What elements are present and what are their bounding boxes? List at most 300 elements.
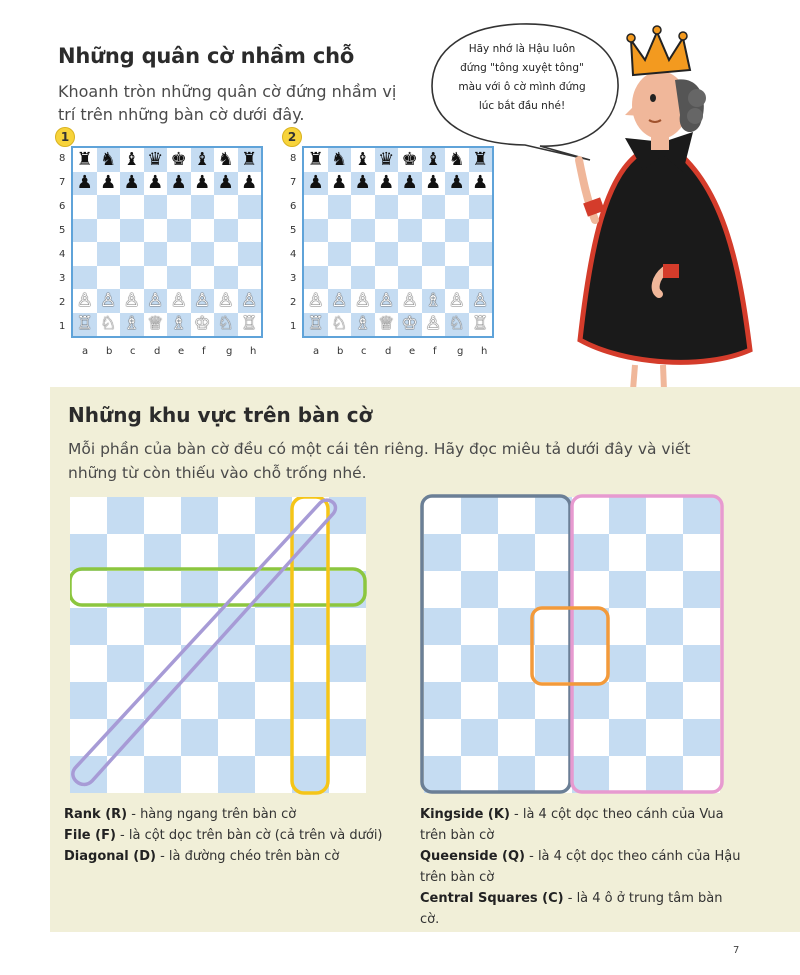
chess-piece[interactable]: ♝ [425, 148, 442, 170]
board-square[interactable] [328, 148, 352, 172]
rank-label: 8 [290, 153, 297, 164]
board-square [255, 497, 292, 534]
board-square [292, 756, 329, 793]
board-square[interactable] [469, 219, 493, 243]
board-square[interactable] [191, 195, 215, 219]
board-square[interactable] [351, 313, 375, 337]
board-square [572, 608, 609, 645]
board-square[interactable] [328, 195, 352, 219]
chess-piece[interactable]: ♟ [194, 172, 211, 194]
board-square [646, 719, 683, 756]
board-square[interactable] [144, 313, 168, 337]
board-square[interactable] [214, 266, 238, 290]
board-square [498, 682, 535, 719]
board-square [329, 645, 366, 682]
board-square [70, 682, 107, 719]
chess-piece[interactable]: ♙ [307, 289, 324, 311]
board-square[interactable] [214, 242, 238, 266]
board-square [646, 608, 683, 645]
chess-piece[interactable]: ♙ [331, 289, 348, 311]
bubble-line: lúc bắt đầu nhé! [478, 100, 566, 112]
board-square [609, 608, 646, 645]
board-square [218, 497, 255, 534]
board-square[interactable] [191, 219, 215, 243]
board-square[interactable] [214, 313, 238, 337]
board-square [683, 756, 720, 793]
board-square [292, 719, 329, 756]
board-square[interactable] [375, 195, 399, 219]
board-square [572, 719, 609, 756]
board-square[interactable] [375, 172, 399, 196]
board-square [572, 756, 609, 793]
board-square [218, 682, 255, 719]
rank-label: 6 [290, 201, 297, 212]
definition-rank [64, 804, 404, 825]
chess-piece[interactable]: ♟ [76, 172, 93, 194]
board-square [535, 497, 572, 534]
board-square[interactable] [469, 289, 493, 313]
board-square[interactable] [238, 289, 262, 313]
chess-piece[interactable]: ♖ [76, 313, 93, 335]
board-square [107, 534, 144, 571]
board-square[interactable] [191, 266, 215, 290]
board-square[interactable] [422, 313, 446, 337]
board-square[interactable] [120, 242, 144, 266]
chess-piece[interactable]: ♗ [123, 313, 140, 335]
board-square [461, 497, 498, 534]
chess-piece[interactable]: ♜ [241, 148, 258, 170]
board-square[interactable] [167, 242, 191, 266]
board-square[interactable] [422, 289, 446, 313]
file-label: g [457, 346, 464, 357]
board-square [646, 534, 683, 571]
chess-piece[interactable]: ♟ [448, 172, 465, 194]
chess-piece[interactable]: ♗ [425, 289, 442, 311]
board-2-number-badge: 2 [282, 127, 302, 147]
chess-piece[interactable]: ♟ [378, 172, 395, 194]
board-square[interactable] [97, 289, 121, 313]
board-square [498, 534, 535, 571]
board-square[interactable] [238, 313, 262, 337]
board-square [498, 756, 535, 793]
definition-diagonal [64, 846, 404, 867]
chess-piece[interactable]: ♙ [472, 289, 489, 311]
board-square[interactable] [120, 172, 144, 196]
definition-central-squares [420, 888, 745, 930]
board-square[interactable] [351, 242, 375, 266]
board-square[interactable] [144, 289, 168, 313]
board-square[interactable] [398, 242, 422, 266]
chess-piece[interactable]: ♙ [378, 289, 395, 311]
board-square[interactable] [351, 148, 375, 172]
board-square[interactable] [375, 289, 399, 313]
board-square [255, 756, 292, 793]
board-square[interactable] [191, 313, 215, 337]
chess-piece[interactable]: ♙ [241, 289, 258, 311]
chess-piece[interactable]: ♞ [217, 148, 234, 170]
board-square [329, 682, 366, 719]
board-square[interactable] [97, 242, 121, 266]
board-square[interactable] [351, 195, 375, 219]
term: Rank (R) [64, 807, 128, 822]
board-square[interactable] [73, 313, 97, 337]
chess-piece[interactable]: ♞ [100, 148, 117, 170]
board-square [683, 497, 720, 534]
board-square[interactable] [351, 266, 375, 290]
board-square[interactable] [445, 266, 469, 290]
chess-piece[interactable]: ♟ [331, 172, 348, 194]
board-square [144, 534, 181, 571]
board-square[interactable] [238, 195, 262, 219]
board-square[interactable] [422, 195, 446, 219]
board-square [535, 534, 572, 571]
board-square[interactable] [167, 172, 191, 196]
chess-piece[interactable]: ♝ [123, 148, 140, 170]
board-square[interactable] [375, 266, 399, 290]
board-square[interactable] [73, 195, 97, 219]
board-square[interactable] [469, 172, 493, 196]
board-square [255, 719, 292, 756]
chess-piece[interactable]: ♟ [217, 172, 234, 194]
board-square [424, 645, 461, 682]
board-square[interactable] [304, 313, 328, 337]
file-label: f [202, 346, 206, 357]
board-1[interactable] [71, 146, 263, 338]
board-square[interactable] [73, 148, 97, 172]
chess-piece[interactable]: ♕ [147, 313, 164, 335]
board-square[interactable] [304, 266, 328, 290]
board-square[interactable] [191, 148, 215, 172]
chess-piece[interactable]: ♜ [472, 148, 489, 170]
board-square[interactable] [120, 289, 144, 313]
file-label: h [250, 346, 257, 357]
file-label: c [130, 346, 136, 357]
term: Kingside (K) [420, 807, 510, 822]
chess-piece[interactable]: ♙ [76, 289, 93, 311]
bubble-line: đứng "tông xuyệt tông" [460, 62, 584, 74]
chess-piece[interactable]: ♙ [425, 313, 442, 335]
board-square [461, 571, 498, 608]
chess-piece[interactable]: ♟ [147, 172, 164, 194]
description: - là 4 cột dọc theo cánh của Vua trên bàn cờ [420, 807, 724, 843]
board-square[interactable] [328, 289, 352, 313]
queen-character-illustration [565, 20, 765, 420]
board-square[interactable] [445, 289, 469, 313]
board-square [424, 608, 461, 645]
board-square [255, 682, 292, 719]
board-square [329, 719, 366, 756]
description: - là 4 cột dọc theo cánh của Hậu trên bàn cờ [420, 849, 741, 885]
board-square[interactable] [120, 313, 144, 337]
chess-piece[interactable]: ♜ [76, 148, 93, 170]
board-square[interactable] [214, 195, 238, 219]
board-square[interactable] [167, 219, 191, 243]
board-square[interactable] [398, 219, 422, 243]
board-square[interactable] [375, 148, 399, 172]
chess-piece[interactable]: ♚ [170, 148, 187, 170]
board-square[interactable] [191, 172, 215, 196]
board-square[interactable] [238, 242, 262, 266]
board-square[interactable] [120, 219, 144, 243]
board-square[interactable] [422, 172, 446, 196]
board-square[interactable] [445, 195, 469, 219]
board-square[interactable] [214, 289, 238, 313]
board-square [535, 608, 572, 645]
board-square[interactable] [144, 219, 168, 243]
board-areas-instructions: Mỗi phần của bàn cờ đều có một cái tên riêng. Hãy đọc miêu tả dưới đây và viết những từ còn thiếu vào chỗ trống nhé. [68, 440, 691, 482]
board-square [218, 756, 255, 793]
board-square[interactable] [191, 242, 215, 266]
board-square[interactable] [422, 266, 446, 290]
board-square [181, 571, 218, 608]
chess-piece[interactable]: ♖ [472, 313, 489, 335]
chess-piece[interactable]: ♟ [241, 172, 258, 194]
chess-piece[interactable]: ♟ [401, 172, 418, 194]
board-square[interactable] [120, 195, 144, 219]
board-square [498, 719, 535, 756]
board-square[interactable] [328, 172, 352, 196]
board-square[interactable] [97, 266, 121, 290]
board-square[interactable] [398, 289, 422, 313]
chess-piece[interactable]: ♘ [331, 313, 348, 335]
board-square[interactable] [398, 313, 422, 337]
chess-piece[interactable]: ♙ [448, 289, 465, 311]
board-square[interactable] [375, 219, 399, 243]
board-square[interactable] [445, 172, 469, 196]
file-label: e [178, 346, 185, 357]
chess-piece[interactable]: ♙ [401, 289, 418, 311]
chess-piece[interactable]: ♟ [425, 172, 442, 194]
board-square[interactable] [422, 219, 446, 243]
board-square[interactable] [144, 148, 168, 172]
board-square[interactable] [351, 172, 375, 196]
board-square [292, 608, 329, 645]
board-square[interactable] [238, 172, 262, 196]
board-square[interactable] [304, 242, 328, 266]
board-lines-diagram[interactable] [70, 497, 370, 795]
board-square[interactable] [97, 195, 121, 219]
board-square [144, 497, 181, 534]
board-square [424, 571, 461, 608]
board-square[interactable] [238, 148, 262, 172]
chess-piece[interactable]: ♝ [354, 148, 371, 170]
chess-piece[interactable]: ♙ [354, 289, 371, 311]
board-square[interactable] [304, 172, 328, 196]
board-square[interactable] [238, 266, 262, 290]
term: Central Squares (C) [420, 891, 564, 906]
board-square[interactable] [214, 219, 238, 243]
board-square [683, 719, 720, 756]
chess-piece[interactable]: ♖ [241, 313, 258, 335]
board-square [683, 571, 720, 608]
board-square [292, 682, 329, 719]
board-square [181, 719, 218, 756]
chess-piece[interactable]: ♗ [170, 313, 187, 335]
board-square [461, 756, 498, 793]
chess-piece[interactable]: ♙ [100, 289, 117, 311]
bubble-line: Hãy nhớ là Hậu luôn [468, 43, 576, 55]
board-square[interactable] [167, 266, 191, 290]
board-sides-diagram[interactable] [420, 494, 726, 794]
board-square[interactable] [469, 266, 493, 290]
board-square[interactable] [73, 242, 97, 266]
board-square[interactable] [445, 313, 469, 337]
board-square [181, 497, 218, 534]
term: Diagonal (D) [64, 849, 156, 864]
board-square[interactable] [167, 148, 191, 172]
chess-piece[interactable]: ♘ [100, 313, 117, 335]
board-square[interactable] [120, 148, 144, 172]
board-square [498, 571, 535, 608]
board-1-number-badge: 1 [55, 127, 75, 147]
board-square [255, 645, 292, 682]
board-square [609, 756, 646, 793]
board-square[interactable] [469, 195, 493, 219]
board-square[interactable] [167, 313, 191, 337]
file-label: d [385, 346, 392, 357]
board-square [683, 645, 720, 682]
chess-piece[interactable]: ♝ [194, 148, 211, 170]
term: File (F) [64, 828, 116, 843]
board-square[interactable] [73, 172, 97, 196]
board-square [609, 682, 646, 719]
board-square[interactable] [328, 266, 352, 290]
board-square[interactable] [167, 195, 191, 219]
board-square[interactable] [304, 148, 328, 172]
board-square [424, 756, 461, 793]
chess-piece[interactable]: ♟ [170, 172, 187, 194]
board-square[interactable] [398, 172, 422, 196]
board-square[interactable] [144, 266, 168, 290]
board-square[interactable] [214, 148, 238, 172]
chess-piece[interactable]: ♙ [123, 289, 140, 311]
chess-piece[interactable]: ♙ [147, 289, 164, 311]
board-square[interactable] [351, 219, 375, 243]
chess-piece[interactable]: ♞ [331, 148, 348, 170]
chess-piece[interactable]: ♘ [448, 313, 465, 335]
board-square [292, 645, 329, 682]
chess-piece[interactable]: ♛ [378, 148, 395, 170]
board-square [572, 682, 609, 719]
board-square[interactable] [328, 219, 352, 243]
chess-piece[interactable]: ♙ [217, 289, 234, 311]
board-square[interactable] [328, 242, 352, 266]
board-square[interactable] [144, 195, 168, 219]
board-square[interactable] [214, 172, 238, 196]
board-square[interactable] [398, 195, 422, 219]
board-square[interactable] [191, 289, 215, 313]
board-square[interactable] [351, 289, 375, 313]
board-2[interactable] [302, 146, 494, 338]
chess-piece[interactable]: ♟ [123, 172, 140, 194]
board-square[interactable] [304, 195, 328, 219]
board-square[interactable] [73, 289, 97, 313]
board-square[interactable] [375, 313, 399, 337]
board-square[interactable] [445, 219, 469, 243]
board-square [646, 571, 683, 608]
board-square[interactable] [120, 266, 144, 290]
board-square[interactable] [73, 266, 97, 290]
board-square[interactable] [97, 313, 121, 337]
board-square [646, 756, 683, 793]
board-square[interactable] [167, 289, 191, 313]
chess-piece[interactable]: ♙ [170, 289, 187, 311]
board-square[interactable] [469, 242, 493, 266]
board-square[interactable] [144, 172, 168, 196]
board-square [70, 645, 107, 682]
file-label: f [433, 346, 437, 357]
chess-piece[interactable]: ♜ [307, 148, 324, 170]
board-square[interactable] [375, 242, 399, 266]
chess-piece[interactable]: ♞ [448, 148, 465, 170]
board-square[interactable] [469, 313, 493, 337]
definition-queenside [420, 846, 745, 888]
board-square [535, 719, 572, 756]
rank-label: 1 [59, 321, 66, 332]
board-square[interactable] [97, 172, 121, 196]
board-square [424, 534, 461, 571]
chess-piece[interactable]: ♔ [194, 313, 211, 335]
board-square[interactable] [304, 289, 328, 313]
board-square [461, 682, 498, 719]
chess-piece[interactable]: ♔ [401, 313, 418, 335]
board-square [461, 534, 498, 571]
chess-piece[interactable]: ♟ [100, 172, 117, 194]
chess-piece[interactable]: ♛ [147, 148, 164, 170]
board-square[interactable] [144, 242, 168, 266]
chess-piece[interactable]: ♕ [378, 313, 395, 335]
chess-piece[interactable]: ♟ [354, 172, 371, 194]
file-label: b [106, 346, 113, 357]
board-square [107, 756, 144, 793]
board-square[interactable] [445, 242, 469, 266]
board-square[interactable] [97, 148, 121, 172]
board-square [498, 645, 535, 682]
chess-piece[interactable]: ♟ [472, 172, 489, 194]
board-square [572, 497, 609, 534]
misplaced-pieces-title: Những quân cờ nhầm chỗ [58, 44, 355, 68]
board-square[interactable] [398, 266, 422, 290]
board-areas-title: Những khu vực trên bàn cờ [68, 403, 373, 427]
board-square [424, 682, 461, 719]
description: - hàng ngang trên bàn cờ [127, 807, 297, 822]
board-square[interactable] [398, 148, 422, 172]
chess-piece[interactable]: ♙ [194, 289, 211, 311]
board-square[interactable] [304, 219, 328, 243]
board-square [70, 497, 107, 534]
board-square[interactable] [73, 219, 97, 243]
chess-piece[interactable]: ♚ [401, 148, 418, 170]
board-square [572, 534, 609, 571]
chess-piece[interactable]: ♘ [217, 313, 234, 335]
rank-label: 8 [59, 153, 66, 164]
board-square[interactable] [328, 313, 352, 337]
chess-piece[interactable]: ♖ [307, 313, 324, 335]
board-square[interactable] [97, 219, 121, 243]
rank-label: 6 [59, 201, 66, 212]
rank-label: 3 [290, 273, 297, 284]
board-square[interactable] [422, 242, 446, 266]
board-square [218, 534, 255, 571]
board-square [107, 571, 144, 608]
chess-piece[interactable]: ♟ [307, 172, 324, 194]
board-square[interactable] [238, 219, 262, 243]
file-label: b [337, 346, 344, 357]
chess-piece[interactable]: ♗ [354, 313, 371, 335]
board-square [144, 608, 181, 645]
board-square [329, 534, 366, 571]
bubble-line: màu với ô cờ mình đứng [458, 81, 586, 93]
